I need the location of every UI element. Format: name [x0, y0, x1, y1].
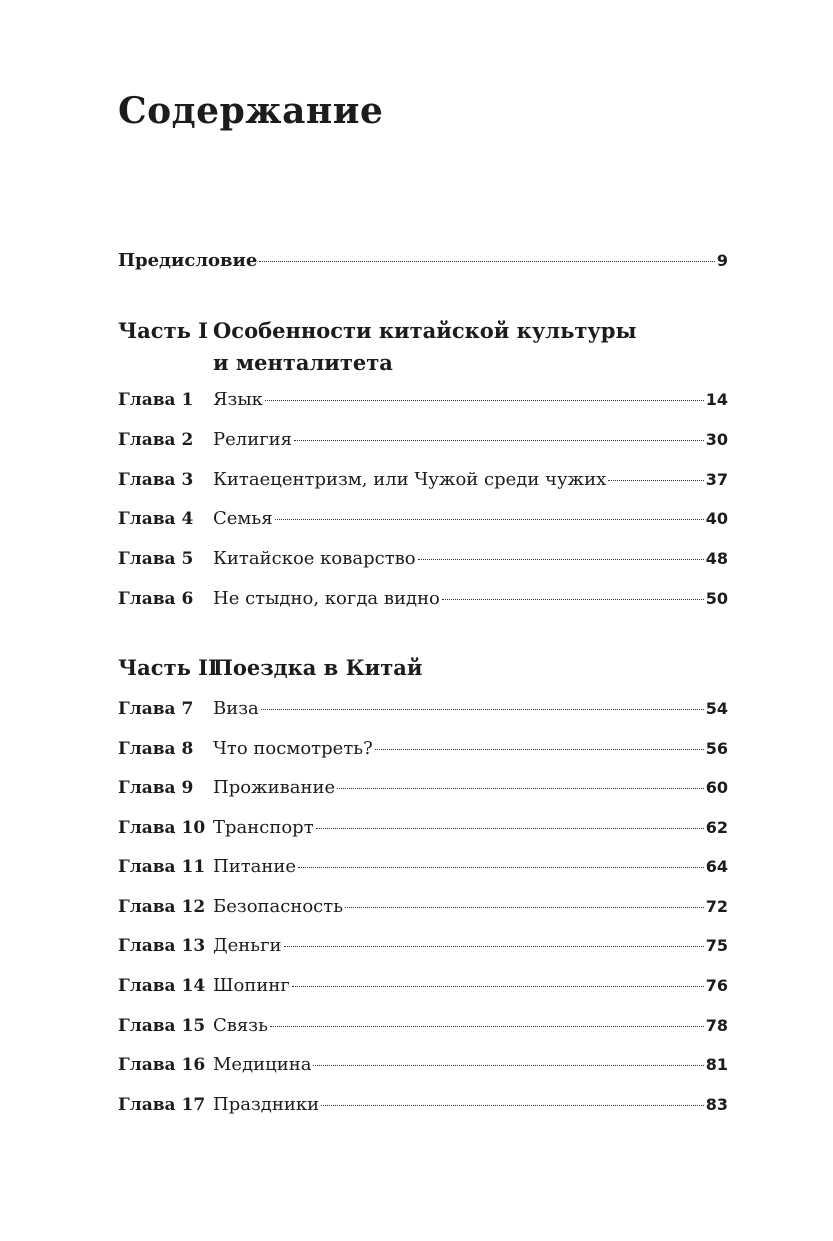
chapter-title: Связь: [213, 1015, 268, 1036]
toc-entry-chapter-3[interactable]: [118, 469, 728, 495]
chapter-page: 50: [705, 589, 728, 608]
toc-entry-chapter-5[interactable]: [118, 548, 728, 574]
chapter-title: Праздники: [213, 1094, 320, 1115]
chapter-page: 14: [705, 390, 728, 409]
chapter-page: 83: [705, 1095, 728, 1114]
part-title: Поездка в Китай: [213, 655, 423, 680]
chapter-label: Глава 9: [118, 778, 194, 798]
chapter-label: Глава 13: [118, 936, 206, 956]
chapter-label: Глава 1: [118, 390, 194, 410]
part-heading-2: [118, 652, 718, 684]
chapter-title: Питание: [213, 856, 297, 877]
leader-dots: [284, 946, 704, 947]
chapter-label: Глава 2: [118, 430, 194, 450]
chapter-label: Глава 17: [118, 1095, 206, 1115]
leader-dots: [294, 440, 704, 441]
leader-dots: [313, 1065, 703, 1066]
leader-dots: [345, 907, 704, 908]
toc-entry-chapter-17[interactable]: [118, 1094, 728, 1120]
chapter-title: Безопасность: [213, 896, 344, 917]
chapter-title: Язык: [213, 389, 263, 410]
chapter-page: 76: [705, 976, 728, 995]
leader-dots: [418, 559, 704, 560]
leader-dots: [442, 599, 704, 600]
chapter-title: Что посмотреть?: [213, 738, 373, 759]
toc-entry-chapter-10[interactable]: [118, 817, 728, 843]
leader-dots: [261, 709, 704, 710]
leader-dots: [316, 828, 704, 829]
chapter-label: Глава 15: [118, 1016, 206, 1036]
toc-entry-chapter-16[interactable]: [118, 1054, 728, 1080]
leader-dots: [270, 1026, 704, 1027]
chapter-title: Семья: [213, 508, 273, 529]
chapter-title: Транспорт: [213, 817, 314, 838]
chapter-label: Глава 12: [118, 897, 206, 917]
chapter-title: Религия: [213, 429, 292, 450]
toc-entry-chapter-1[interactable]: [118, 389, 728, 415]
leader-dots: [292, 986, 704, 987]
chapter-title: Китайское коварство: [213, 548, 416, 569]
toc-entry-chapter-6[interactable]: [118, 588, 728, 614]
chapter-label: Глава 10: [118, 818, 206, 838]
chapter-label: Глава 5: [118, 549, 194, 569]
chapter-title: Деньги: [213, 935, 282, 956]
toc-entry-chapter-13[interactable]: [118, 935, 728, 961]
preface-title: Предисловие: [118, 250, 258, 271]
leader-dots: [259, 261, 715, 262]
toc-entry-chapter-14[interactable]: [118, 975, 728, 1001]
part-label: Часть I: [118, 318, 208, 343]
part-title-line2: и менталитета: [213, 350, 393, 375]
chapter-page: 75: [705, 936, 728, 955]
leader-dots: [265, 400, 704, 401]
chapter-page: 81: [705, 1055, 728, 1074]
part-title: [213, 315, 718, 379]
preface-page: 9: [716, 251, 728, 270]
part-heading-1: [118, 315, 718, 379]
chapter-title: Шопинг: [213, 975, 290, 996]
toc-entry-chapter-12[interactable]: [118, 896, 728, 922]
chapter-title: Виза: [213, 698, 259, 719]
chapter-label: Глава 6: [118, 589, 194, 609]
part-label: Часть II: [118, 655, 218, 680]
toc-entry-chapter-15[interactable]: [118, 1015, 728, 1041]
chapter-page: 78: [705, 1016, 728, 1035]
part-title-line1: Особенности китайской культуры: [213, 318, 637, 343]
page-title: Содержание: [118, 90, 384, 132]
leader-dots: [608, 480, 703, 481]
chapter-title: Медицина: [213, 1054, 312, 1075]
chapter-title: Не стыдно, когда видно: [213, 588, 440, 609]
chapter-page: 30: [705, 430, 728, 449]
chapter-label: Глава 11: [118, 857, 206, 877]
toc-entry-preface[interactable]: [118, 250, 728, 276]
chapter-page: 64: [705, 857, 728, 876]
leader-dots: [375, 749, 704, 750]
chapter-page: 54: [705, 699, 728, 718]
chapter-label: Глава 7: [118, 699, 194, 719]
chapter-title: Проживание: [213, 777, 336, 798]
chapter-page: 40: [705, 509, 728, 528]
toc-entry-chapter-4[interactable]: [118, 508, 728, 534]
chapter-title: Китаецентризм, или Чужой среди чужих: [213, 469, 607, 490]
chapter-page: 48: [705, 549, 728, 568]
toc-entry-chapter-2[interactable]: [118, 429, 728, 455]
leader-dots: [275, 519, 704, 520]
chapter-label: Глава 14: [118, 976, 206, 996]
chapter-page: 72: [705, 897, 728, 916]
leader-dots: [321, 1105, 704, 1106]
chapter-page: 62: [705, 818, 728, 837]
leader-dots: [337, 788, 704, 789]
leader-dots: [298, 867, 704, 868]
toc-entry-chapter-8[interactable]: [118, 738, 728, 764]
chapter-page: 37: [705, 470, 728, 489]
chapter-label: Глава 3: [118, 470, 194, 490]
chapter-page: 60: [705, 778, 728, 797]
chapter-label: Глава 8: [118, 739, 194, 759]
chapter-label: Глава 16: [118, 1055, 206, 1075]
chapter-label: Глава 4: [118, 509, 194, 529]
toc-entry-chapter-11[interactable]: [118, 856, 728, 882]
toc-entry-chapter-7[interactable]: [118, 698, 728, 724]
chapter-page: 56: [705, 739, 728, 758]
toc-entry-chapter-9[interactable]: [118, 777, 728, 803]
